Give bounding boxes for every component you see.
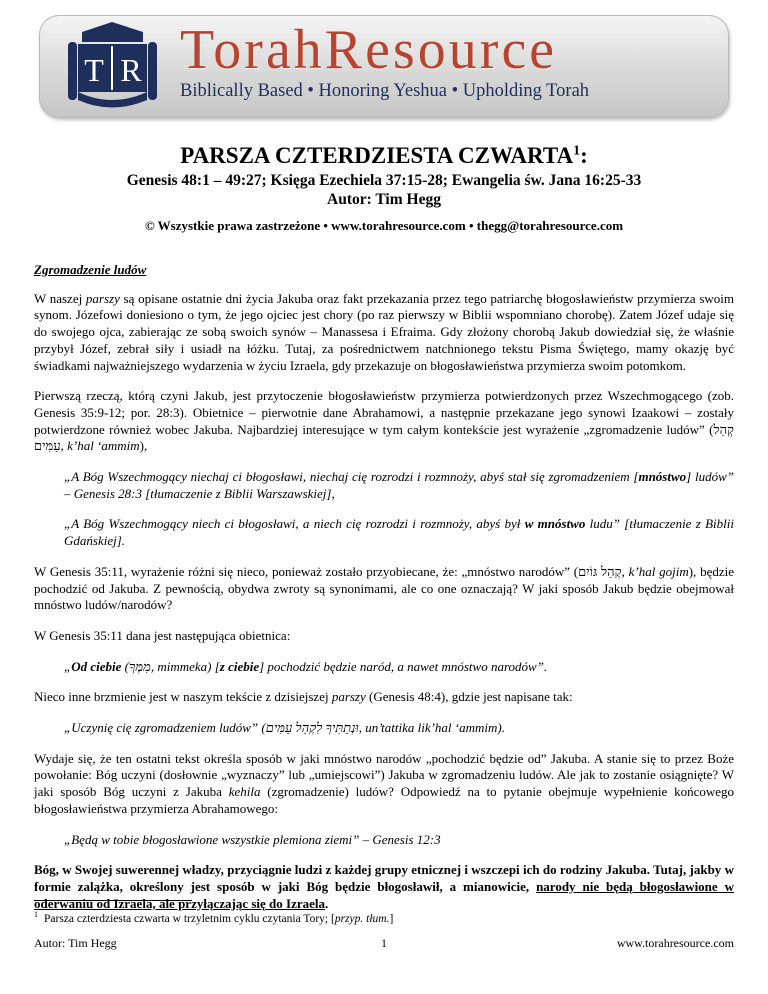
copyright-line: © Wszystkie prawa zastrzeżone • www.torahresource.com • thegg@torahresource.com [144,218,624,233]
title-footnote-ref[interactable]: 1 [573,143,581,159]
document-body [34,262,734,912]
title-suffix: : [580,143,588,168]
logo-letter-t: T [84,52,104,88]
quote-2: „A Bóg Wszechmogący niech ci błogosławi, a niech cię rozrodzi i rozmnoży, abyś był w mnóstwo ludu” [tłumaczenie z Biblii Gdańskiej]. [64,516,734,549]
brand-tagline: Biblically Based • Honoring Yeshua • Upholding Torah [180,81,590,101]
page-number: 1 [381,936,387,950]
section-heading: Zgromadzenie ludów [34,262,147,277]
hebrew-text: קְהַל גּוֹיִם [578,563,622,579]
hebrew-text: קְהַל עַמִּים [34,421,734,454]
torahresource-logo-icon [60,18,165,115]
title-text: PARSZA CZTERDZIESTA CZWARTA [180,143,574,168]
logo-letter-r: R [120,52,142,88]
paragraph-2: Pierwszą rzeczą, którą czyni Jakub, jest przytoczenie błogosławieństw przymierza potwierdzonych przez Wszechmogącego (zob. Genesis 35:9-12; por. 28:3). Obietnice – pierwotnie dane Abrahamowi, a następnie przekazane jego synowi Izaakowi – zostały potwierdzone również wobec Jakuba. Najbardziej interesujące w tym całym kontekście jest wyrażenie „zgromadzenie ludów” (קְהַל עַמִּים, k’hal ‘ammim), [34,388,734,454]
document-title [0,142,768,170]
readings-line: Genesis 48:1 – 49:27; Księga Ezechiela 37:15-28; Ewangelia św. Jana 16:25-33 [126,172,642,189]
paragraph-1: W naszej parszy są opisane ostatnie dni życia Jakuba oraz fakt przekazania przez tego patriarchę błogosławieństw przymierza swoim synom. Józefowi doniesiono o tym, że jego ojciec jest chory (po raz pierwszy w Biblii wspomniano chorobę). Zatem Józef udaje się do swojego ojca, zabierając ze sobą swoich synów – Manassesa i Efraima. Gdy złożony chorobą Jakub dowiedział się, że właśnie przybył Józef, zebrał siły i usiadł na łóżku. Tutaj, za pośrednictwem natchnionego tekstu Pisma Świętego, mamy okazję być świadkami najważniejszego wydarzenia w życiu Izraela, gdy przekazuje on błogosławieństwa przymierza swoim potomkom. [34,290,734,373]
paragraph-4: W Genesis 35:11 dana jest następująca obietnica: [34,627,291,643]
paragraph-3: W Genesis 35:11, wyrażenie różni się nieco, ponieważ zostało przyobiecane, że: „mnóstwo narodów” (קְהַל גּוֹיִם, k’hal gojim), będzie pochodzić od Jakuba. Z pewnością, obydwa zwroty są synonimami, ale co one oznaczają? W jaki sposób Jakub będzie obejmował mnóstwo ludów/narodów? [34,563,735,613]
quote-4: „Uczynię cię zgromadzeniem ludów” (וּנְתַתִּיךָ לִקְהַל עַמִּים, un’tattika lik’hal ‘ammim). [64,720,505,736]
footer-author: Autor: Tim Hegg [34,936,117,950]
footnote: $^1$ Parsza czterdziesta czwarta w trzyletnim cyklu czytania Tory; [przyp. tłum.] [34,910,394,925]
paragraph-5: Nieco inne brzmienie jest w naszym tekście z dzisiejszej parszy (Genesis 48:4), gdzie jest napisane tak: [34,689,573,705]
quote-3: „Od ciebie (מִמְּךָ, mimmeka) [z ciebie] pochodzić będzie naród, a nawet mnóstwo narodów”. [64,658,548,674]
quote-1: „A Bóg Wszechmogący niechaj ci błogosławi, niechaj cię rozrodzi i rozmnoży, abyś stał się zgromadzeniem [mnóstwo] ludów” – Genesis 28:3 [tłumaczenie z Biblii Warszawskiej], [64,469,734,501]
hebrew-text: וּנְתַתִּיךָ לִקְהַל עַמִּים [265,720,359,736]
footnote-number: 1 [34,910,38,919]
paragraph-7: Bóg, w Swojej suwerennej władzy, przyciągnie ludzi z każdej grupy etnicznej i wszczepi ich do rodziny Jakuba. Tutaj, jakby w formie zalążka, określony jest sposób w jaki Bóg będzie błogosławił, a mianowicie, narody nie będą błogosławione w oderwaniu od Izraela, ale przyłączając się do Izraela. [34,862,734,911]
author-line: Autor: Tim Hegg [327,191,441,208]
quote-5: „Będą w tobie błogosławione wszystkie plemiona ziemi” – Genesis 12:3 [64,831,441,847]
brand-name: TorahResource [180,19,558,81]
hebrew-text: מִמְּךָ [129,658,151,674]
footer-website: www.torahresource.com [616,936,734,950]
paragraph-6: Wydaje się, że ten ostatni tekst określa sposób w jaki mnóstwo narodów „pochodzić będzie od” Jakuba. A stanie się to przez Boże powołanie: Bóg uczyni (dosłownie „wyznaczy” lub „umiejscowi”) Jakuba w zgromadzeniu ludów. Ale jak to zostanie osiągnięte? W jaki sposób Bóg uczyni z Jakuba kehila (zgromadzenie) ludów? Odpowiedź na to pytanie obejmuje wypełnienie końcowego błogosławieństwa przymierza Abrahamowego: [34,750,734,816]
footnote-divider [34,900,192,901]
underlined-phrase: narody nie będą błogosławione w oderwaniu od Izraela, ale przyłączając się do Izraela [34,878,734,911]
